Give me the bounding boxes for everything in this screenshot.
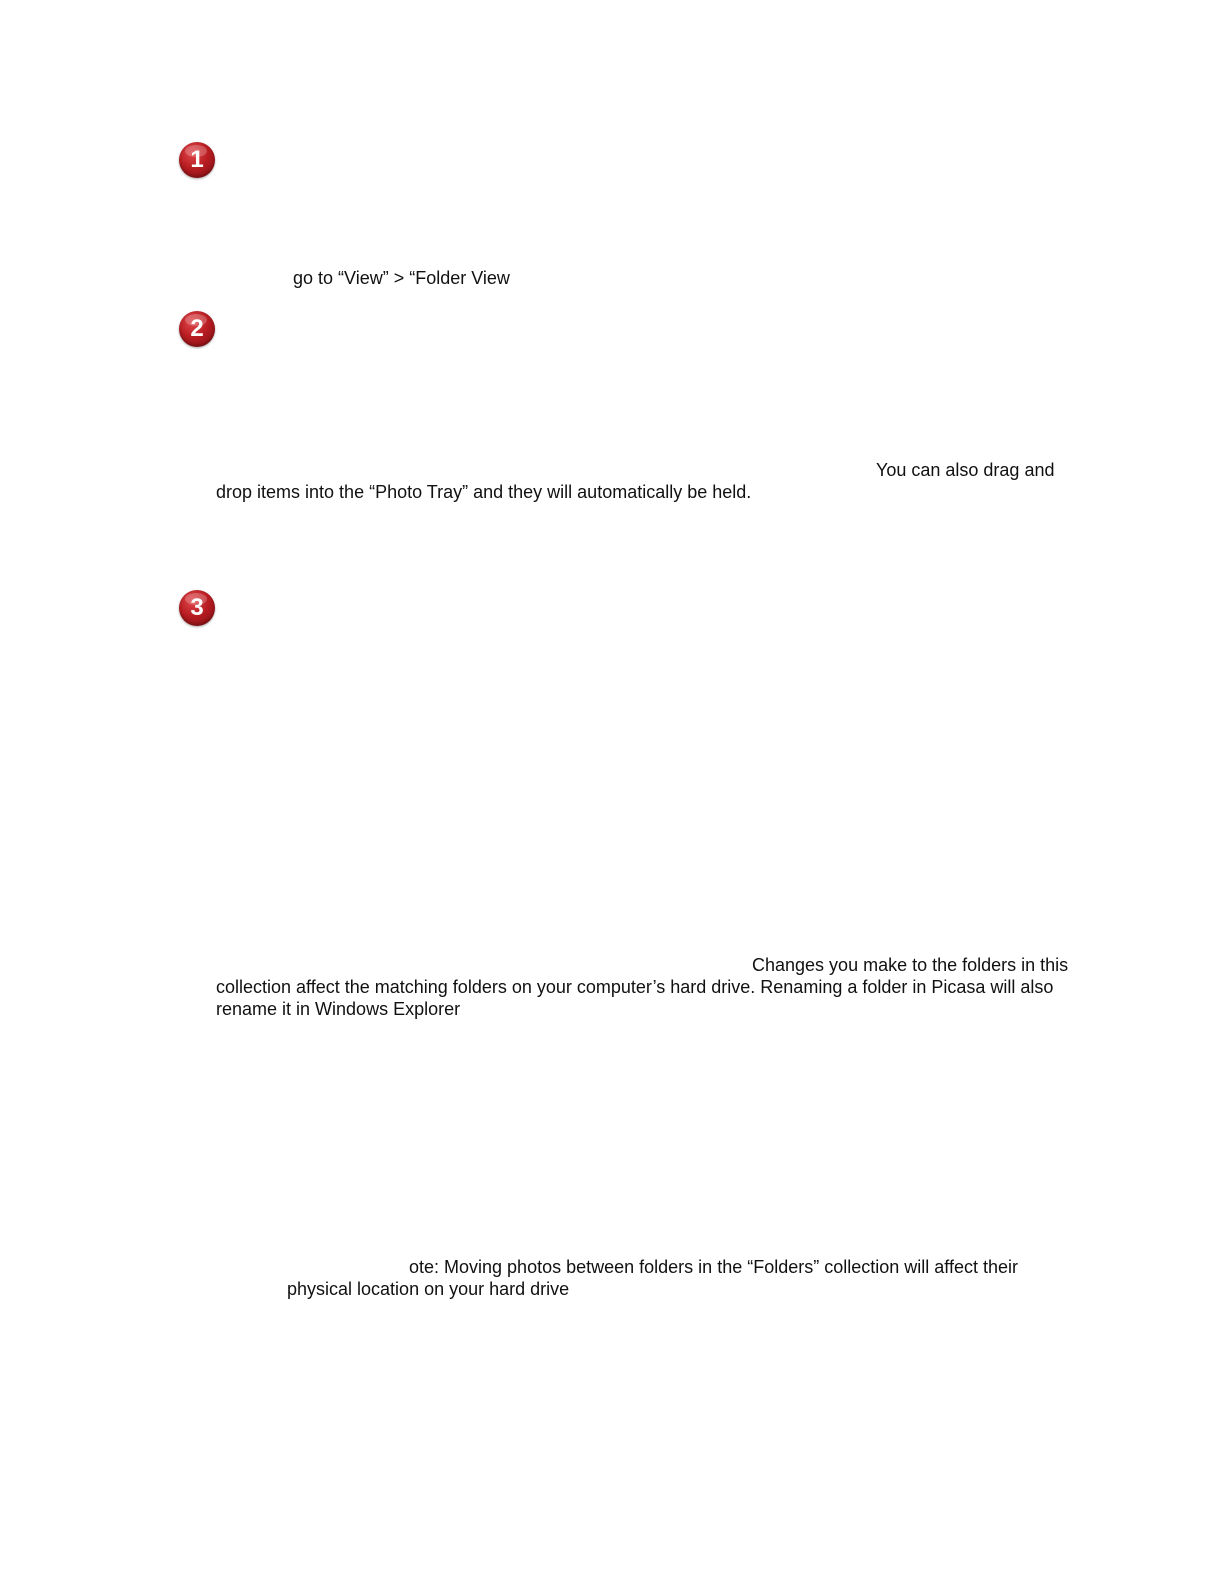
drag-drop-text-line-1: You can also drag and: [876, 460, 1055, 480]
step-2-badge: [179, 311, 215, 347]
step-1-number: 1: [190, 146, 204, 173]
folder-changes-text-line-1: Changes you make to the folders in this: [752, 955, 1069, 975]
folder-changes-text-line-2: collection affect the matching folders on your computer’s hard drive. Renaming a folder in Picasa will also: [216, 977, 1054, 997]
note-text-line-1: ote: Moving photos between folders in the “Folders” collection will affect their: [409, 1257, 1018, 1277]
step-3-number: 3: [190, 594, 204, 621]
step-3-badge: [179, 590, 215, 626]
step-2-number: 2: [190, 315, 204, 342]
folder-changes-text-line-3: rename it in Windows Explorer: [216, 999, 461, 1019]
note-text-line-2: physical location on your hard drive: [287, 1279, 570, 1299]
step-1-badge: [179, 142, 215, 178]
folder-view-instruction: go to “View” > “Folder View: [293, 268, 510, 288]
drag-drop-text-line-2: drop items into the “Photo Tray” and they will automatically be held.: [216, 482, 752, 502]
